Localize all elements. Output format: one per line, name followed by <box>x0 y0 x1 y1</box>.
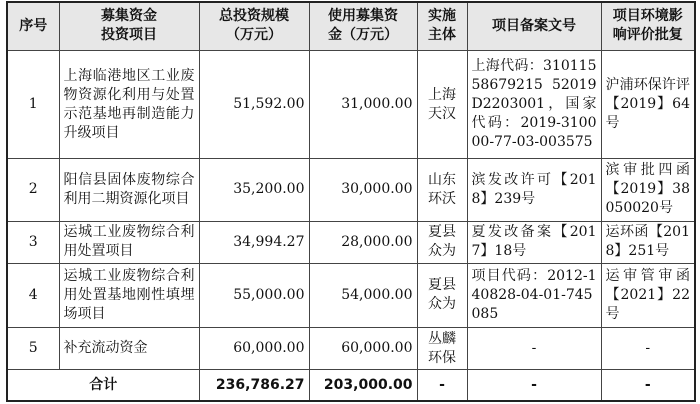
cell-project: 补充流动资金 <box>59 328 199 370</box>
cell-eia: 运环函【2018】251号 <box>601 221 695 263</box>
cell-project: 阳信县固体废物综合利用二期资源化项目 <box>59 159 199 221</box>
cell-entity: 山东环沃 <box>417 159 467 221</box>
cell-filing-dash: - <box>467 370 601 401</box>
cell-entity: 夏县众为 <box>417 263 467 327</box>
header-serial-no: 序号 <box>7 2 59 50</box>
cell-total-investment-sum: 236,786.27 <box>199 370 309 401</box>
table-row <box>7 50 695 159</box>
cell-entity: 上海天汉 <box>417 50 467 159</box>
cell-raised: 31,000.00 <box>309 50 417 159</box>
cell-filing: 滨发改许可【2018】239号 <box>467 159 601 221</box>
header-project: 募集资金 投资项目 <box>59 2 199 50</box>
cell-raised: 30,000.00 <box>309 159 417 221</box>
cell-project: 上海临港地区工业废物资源化利用与处置示范基地再制造能力升级项目 <box>59 50 199 159</box>
cell-eia: 运审管审函【2021】22号 <box>601 263 695 327</box>
cell-entity-dash: - <box>417 370 467 401</box>
table-row <box>7 263 695 327</box>
cell-entity: 夏县众为 <box>417 221 467 263</box>
cell-total: 35,200.00 <box>199 159 309 221</box>
header-raised-funds: 使用募集资 金（万元） <box>309 2 417 50</box>
cell-total-label: 合计 <box>7 370 199 401</box>
cell-no: 2 <box>7 159 59 221</box>
cell-raised-funds-sum: 203,000.00 <box>309 370 417 401</box>
table-row <box>7 159 695 221</box>
cell-project: 运城工业废物综合利用处置基地刚性填埋场项目 <box>59 263 199 327</box>
cell-raised: 54,000.00 <box>309 263 417 327</box>
header-filing-no: 项目备案文号 <box>467 2 601 50</box>
cell-total: 34,994.27 <box>199 221 309 263</box>
cell-raised: 60,000.00 <box>309 328 417 370</box>
cell-entity: 丛麟环保 <box>417 328 467 370</box>
cell-filing: 项目代码：2012-140828-04-01-745085 <box>467 263 601 327</box>
header-entity: 实施 主体 <box>417 2 467 50</box>
cell-no: 4 <box>7 263 59 327</box>
cell-filing: 夏发改备案【2017】18号 <box>467 221 601 263</box>
cell-total: 51,592.00 <box>199 50 309 159</box>
cell-no: 1 <box>7 50 59 159</box>
cell-filing: 上海代码：31011558679215 52019D2203001，国家代码：2019-310000-77-03-003575 <box>467 50 601 159</box>
table-row <box>7 221 695 263</box>
cell-total: 60,000.00 <box>199 328 309 370</box>
table-total-row <box>7 370 695 401</box>
cell-eia: 沪浦环保许评【2019】64号 <box>601 50 695 159</box>
cell-no: 3 <box>7 221 59 263</box>
cell-no: 5 <box>7 328 59 370</box>
table-row <box>7 328 695 370</box>
cell-raised: 28,000.00 <box>309 221 417 263</box>
header-eia-approval: 项目环境影 响评价批复 <box>601 2 695 50</box>
cell-eia: 滨审批四函【2019】38050020号 <box>601 159 695 221</box>
cell-project: 运城工业废物综合利用处置项目 <box>59 221 199 263</box>
cell-eia-dash: - <box>601 370 695 401</box>
cell-total: 55,000.00 <box>199 263 309 327</box>
header-total-investment: 总投资规模 （万元） <box>199 2 309 50</box>
fundraising-projects-table <box>6 1 696 402</box>
table-header-row <box>7 2 695 50</box>
cell-eia: - <box>601 328 695 370</box>
cell-filing: - <box>467 328 601 370</box>
